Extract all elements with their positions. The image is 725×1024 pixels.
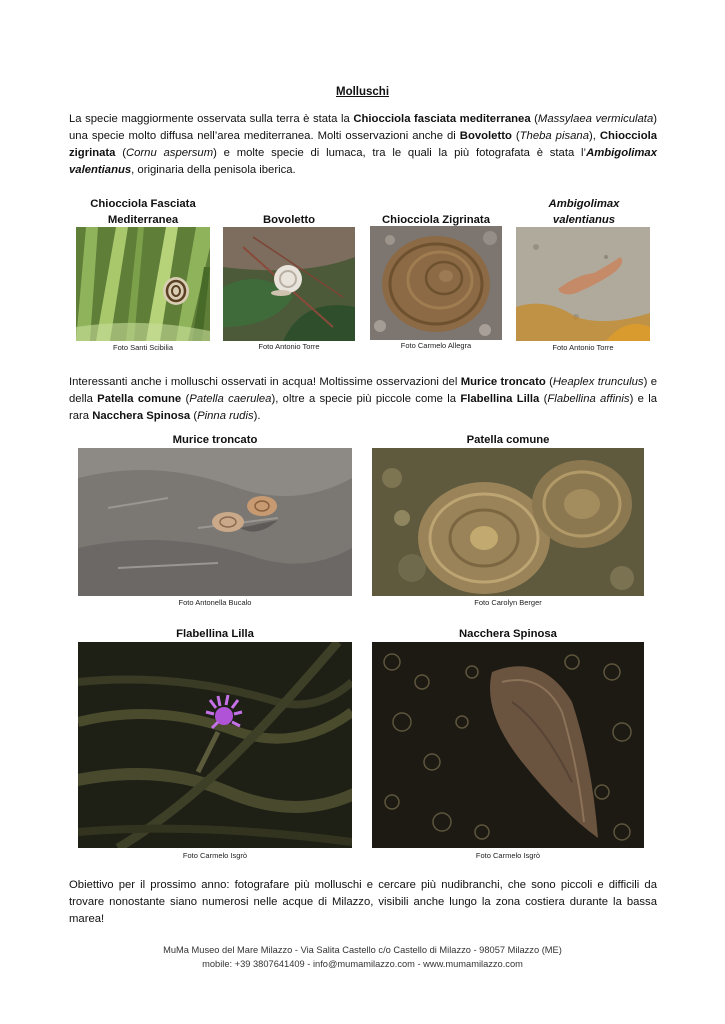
- photo-murice-troncato: [78, 448, 352, 596]
- photo-chiocciola-fasciata: [76, 227, 210, 341]
- page-title: Molluschi: [335, 86, 390, 98]
- text: ) e della: [69, 376, 657, 405]
- text: ),: [588, 130, 600, 142]
- text: (: [190, 410, 198, 422]
- photo-bovoletto: [223, 227, 355, 341]
- text: (: [181, 393, 190, 405]
- text: La specie maggiormente osservata sulla terra è stata la: [69, 113, 354, 125]
- species-name: Nacchera Spinosa: [92, 410, 191, 422]
- scientific-name: Pinna rudis: [197, 410, 254, 422]
- sea-paragraph: [69, 374, 657, 425]
- photo-chiocciola-zigrinata: [370, 226, 502, 340]
- sea-species-heading: Murice troncato: [172, 434, 258, 446]
- species-name: Chiocciola zigrinata: [69, 130, 658, 159]
- sea-species-heading: Patella comune: [466, 434, 550, 446]
- text: (: [115, 147, 126, 159]
- photo-credit: Foto Antonella Bucalo: [178, 598, 252, 607]
- intro-paragraph: [69, 111, 657, 179]
- footer-contacts: mobile: +39 3807641409 - info@mumamilazzo.com - www.mumamilazzo.com: [202, 959, 523, 969]
- scientific-name: Heaplex trunculus: [552, 376, 644, 388]
- land-species-heading: Bovoletto: [262, 214, 316, 226]
- scientific-name: Cornu aspersum: [125, 147, 214, 159]
- footer-address: MuMa Museo del Mare Milazzo - Via Salita Castello c/o Castello di Milazzo - 98057 Milazzo (ME): [163, 945, 562, 955]
- photo-nacchera-spinosa: [372, 642, 644, 848]
- species-name: Bovoletto: [459, 130, 512, 142]
- photo-ambigolimax: [516, 227, 650, 341]
- scientific-name: Flabellina affinis: [547, 393, 630, 405]
- text: , originaria della penisola iberica.: [131, 164, 296, 176]
- species-name: Ambigolimax valentianus: [69, 147, 657, 176]
- text: ).: [253, 410, 261, 422]
- text: (: [511, 130, 520, 142]
- text: (: [530, 113, 538, 125]
- photo-credit: Foto Santi Scibilia: [112, 343, 174, 352]
- photo-credit: Foto Carolyn Berger: [474, 598, 542, 607]
- closing-paragraph: Obiettivo per il prossimo anno: fotografare più molluschi e cercare più nudibranchi, che sono piccoli e difficili da trovare nonostante siano numerosi nelle acque di Milazzo, visibili anche lungo la zona costiera durante la bassa marea!: [69, 879, 657, 925]
- scientific-name: Patella caerulea: [189, 393, 272, 405]
- text: ), oltre a specie più piccole come la: [271, 393, 461, 405]
- text: Interessanti anche i molluschi osservati in acqua! Moltissime osservazioni del: [69, 376, 461, 388]
- species-name: Flabellina Lilla: [460, 393, 540, 405]
- text: ) una specie molto diffusa nell’area mediterranea. Molti osservazioni anche di: [69, 113, 657, 142]
- species-name: Murice troncato: [460, 376, 546, 388]
- sea-species-heading: Nacchera Spinosa: [459, 628, 557, 640]
- photo-credit: Foto Antonio Torre: [552, 343, 614, 352]
- land-species-heading: Chiocciola Fasciata Mediterranea: [90, 198, 196, 226]
- photo-credit: Foto Carmelo Isgrò: [475, 851, 541, 860]
- scientific-name: Massylaea vermiculata: [537, 113, 654, 125]
- species-name: Patella comune: [97, 393, 182, 405]
- text: ) e molte specie di lumaca, tra le quali la più fotografata è stata l’: [213, 147, 587, 159]
- photo-credit: Foto Antonio Torre: [258, 342, 320, 351]
- text: (: [545, 376, 553, 388]
- land-species-heading: Chiocciola Zigrinata: [382, 214, 490, 226]
- photo-flabellina-lilla: [78, 642, 352, 848]
- photo-credit: Foto Carmelo Allegra: [400, 341, 472, 350]
- land-species-heading: Ambigolimax valentianus: [548, 198, 620, 226]
- scientific-name: Theba pisana: [519, 130, 589, 142]
- photo-credit: Foto Carmelo Isgrò: [182, 851, 248, 860]
- text: ) e la rara: [69, 393, 658, 422]
- photo-patella-comune: [372, 448, 644, 596]
- species-name: Chiocciola fasciata mediterranea: [353, 113, 531, 125]
- sea-species-heading: Flabellina Lilla: [176, 628, 254, 640]
- text: (: [539, 393, 548, 405]
